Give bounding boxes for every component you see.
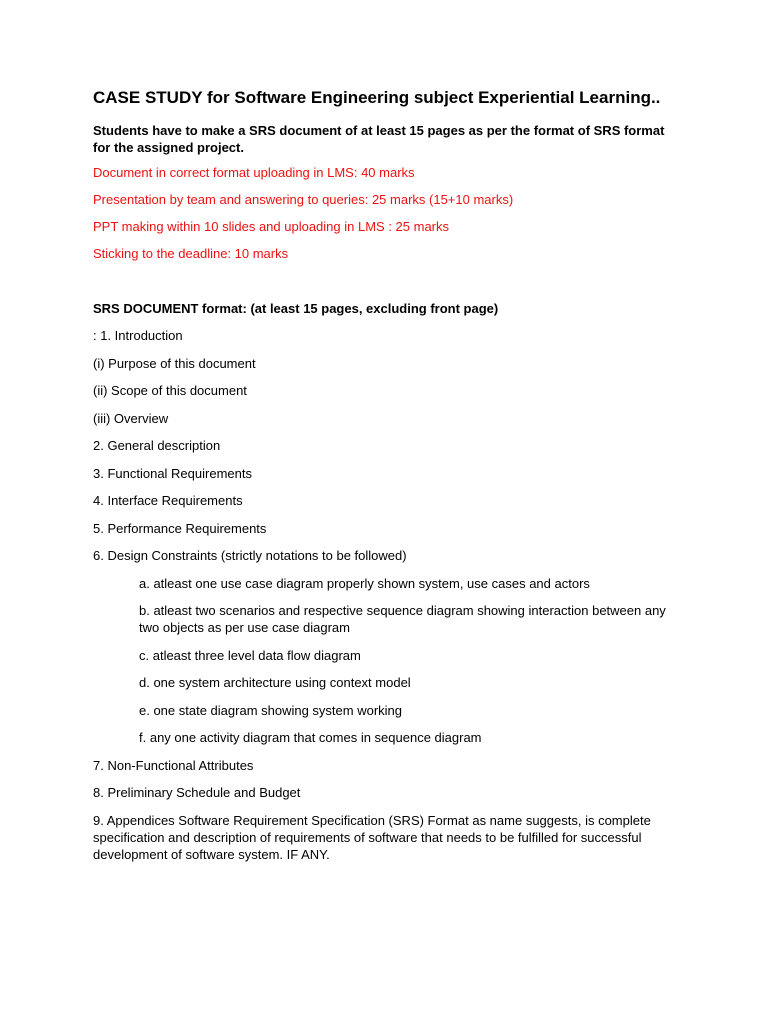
section-item: 5. Performance Requirements (93, 520, 267, 536)
design-constraint-item: d. one system architecture using context model (139, 675, 411, 690)
design-constraint-item: e. one state diagram showing system working (139, 702, 403, 718)
design-constraint-item: c. atleast three level data flow diagram (139, 647, 361, 663)
design-constraint-item: b. atleast two scenarios and respective sequence diagram showing interaction between any two objects as per use case diagram (139, 603, 666, 635)
intro-paragraph: Students have to make a SRS document of at least 15 pages as per the format of SRS format for the assigned project. (93, 123, 665, 155)
section-item: 6. Design Constraints (strictly notations to be followed) (93, 548, 407, 563)
section-item: (ii) Scope of this document (93, 383, 247, 398)
section-item: 4. Interface Requirements (93, 493, 243, 508)
spacer (93, 272, 683, 300)
section-item: (i) Purpose of this document (93, 355, 256, 371)
document-page (93, 86, 683, 873)
marks-item: Presentation by team and answering to queries: 25 marks (15+10 marks) (93, 192, 514, 207)
marks-item: Sticking to the deadline: 10 marks (93, 246, 289, 261)
marks-item: PPT making within 10 slides and uploading in LMS : 25 marks (93, 219, 450, 234)
design-constraint-item: f. any one activity diagram that comes in sequence diagram (139, 730, 482, 745)
section-item: (iii) Overview (93, 410, 169, 426)
section-item: 2. General description (93, 438, 221, 453)
section-item: 8. Preliminary Schedule and Budget (93, 785, 301, 800)
section-item: 3. Functional Requirements (93, 465, 252, 481)
format-heading: SRS DOCUMENT format: (at least 15 pages, excluding front page) (93, 301, 499, 316)
section-item: : 1. Introduction (93, 328, 183, 343)
document-title: CASE STUDY for Software Engineering subject Experiential Learning.. (93, 88, 661, 107)
marks-item: Document in correct format uploading in LMS: 40 marks (93, 165, 415, 180)
section-item: 9. Appendices Software Requirement Specification (SRS) Format as name suggests, is complete specification and description of requirements of software that needs to be fulfilled for successful development of software system. IF ANY. (93, 812, 651, 862)
section-item: 7. Non-Functional Attributes (93, 757, 254, 773)
design-constraint-item: a. atleast one use case diagram properly shown system, use cases and actors (139, 575, 590, 591)
